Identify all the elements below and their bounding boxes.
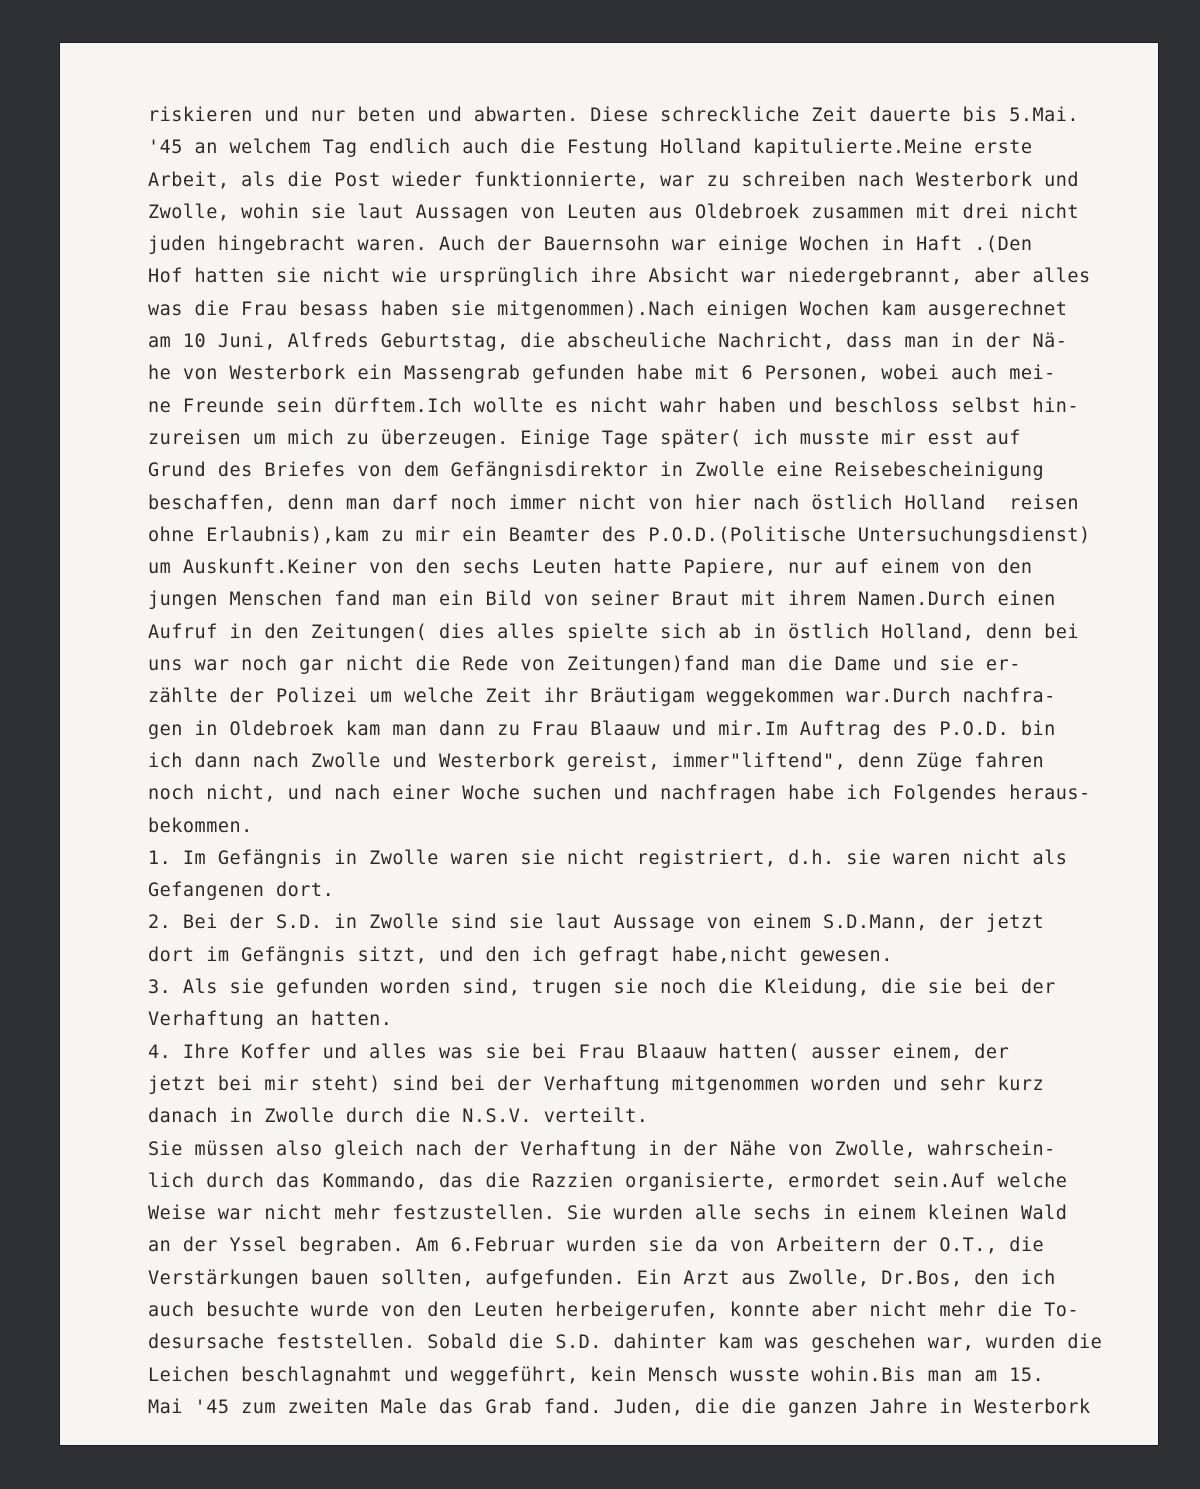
text-line: riskieren und nur beten und abwarten. Diese schreckliche Zeit dauerte bis 5.Mai. <box>148 105 1080 126</box>
text-line: desursache feststellen. Sobald die S.D. dahinter kam was geschehen war, wurden die <box>148 1332 1103 1354</box>
text-line: um Auskunft.Keiner von den sechs Leuten hatte Papiere, nur auf einem von den <box>148 557 1033 579</box>
typewritten-text <box>148 100 1102 1424</box>
text-line: '45 an welchem Tag endlich auch die Festung Holland kapitulierte.Meine erste <box>148 137 1033 159</box>
text-line: uns war noch gar nicht die Rede von Zeitungen)fand man die Dame und sie er- <box>148 654 1021 676</box>
document-page <box>60 43 1158 1445</box>
text-line: jungen Menschen fand man ein Bild von seiner Braut mit ihrem Namen.Durch einen <box>148 589 1056 611</box>
list-item-line: 1. Im Gefängnis in Zwolle waren sie nicht registriert, d.h. sie waren nicht als <box>148 847 1068 869</box>
text-line: gen in Oldebroek kam man dann zu Frau Blaauw und mir.Im Auftrag des P.O.D. bin <box>148 718 1056 740</box>
text-line: was die Frau besass haben sie mitgenommen).Nach einigen Wochen kam ausgerechnet <box>148 298 1068 320</box>
text-line: Sie müssen also gleich nach der Verhaftung in der Nähe von Zwolle, wahrschein- <box>148 1138 1056 1160</box>
text-line: danach in Zwolle durch die N.S.V. verteilt. <box>148 1106 649 1128</box>
text-line: Mai '45 zum zweiten Male das Grab fand. Juden, die die ganzen Jahre in Westerbork <box>148 1396 1091 1418</box>
text-line: beschaffen, denn man darf noch immer nicht von hier nach östlich Holland reisen <box>148 492 1080 514</box>
text-line: dort im Gefängnis sitzt, und den ich gefragt habe,nicht gewesen. <box>148 944 893 966</box>
text-line: bekommen. <box>148 815 253 837</box>
text-line: auch besuchte wurde von den Leuten herbeigerufen, konnte aber nicht mehr die To- <box>148 1299 1080 1321</box>
text-line: he von Westerbork ein Massengrab gefunden habe mit 6 Personen, wobei auch mei- <box>148 363 1056 385</box>
text-line: Aufruf in den Zeitungen( dies alles spielte sich ab in östlich Holland, denn bei <box>148 621 1080 643</box>
text-line: ich dann nach Zwolle und Westerbork gereist, immer"liftend", denn Züge fahren <box>148 750 1045 772</box>
text-line: Zwolle, wohin sie laut Aussagen von Leuten aus Oldebroek zusammen mit drei nicht <box>148 201 1080 223</box>
text-line: Arbeit, als die Post wieder funktionnierte, war zu schreiben nach Westerbork und <box>148 169 1080 191</box>
list-item-line: 3. Als sie gefunden worden sind, trugen sie noch die Kleidung, die sie bei der <box>148 977 1056 999</box>
text-line: noch nicht, und nach einer Woche suchen und nachfragen habe ich Folgendes heraus- <box>148 783 1091 805</box>
text-line: Leichen beschlagnahmt und weggeführt, kein Mensch wusste wohin.Bis man am 15. <box>148 1364 1045 1386</box>
text-line: an der Yssel begraben. Am 6.Februar wurden sie da von Arbeitern der O.T., die <box>148 1235 1045 1257</box>
text-line: zureisen um mich zu überzeugen. Einige Tage später( ich musste mir esst auf <box>148 427 1021 449</box>
text-line: am 10 Juni, Alfreds Geburtstag, die abscheuliche Nachricht, dass man in der Nä- <box>148 331 1068 353</box>
text-line: ohne Erlaubnis),kam zu mir ein Beamter des P.O.D.(Politische Untersuchungsdienst) <box>148 524 1091 546</box>
text-line: jetzt bei mir steht) sind bei der Verhaftung mitgenommen worden und sehr kurz <box>148 1073 1045 1095</box>
text-line: Weise war nicht mehr festzustellen. Sie wurden alle sechs in einem kleinen Wald <box>148 1203 1068 1225</box>
text-line: Hof hatten sie nicht wie ursprünglich ihre Absicht war niedergebrannt, aber alles <box>148 266 1091 288</box>
text-line: Verstärkungen bauen sollten, aufgefunden. Ein Arzt aus Zwolle, Dr.Bos, den ich <box>148 1267 1056 1289</box>
text-line: Grund des Briefes von dem Gefängnisdirektor in Zwolle eine Reisebescheinigung <box>148 460 1045 482</box>
text-line: ne Freunde sein dürftem.Ich wollte es nicht wahr haben und beschloss selbst hin- <box>148 395 1080 417</box>
list-item-line: 2. Bei der S.D. in Zwolle sind sie laut Aussage von einem S.D.Mann, der jetzt <box>148 912 1045 934</box>
text-line: lich durch das Kommando, das die Razzien organisierte, ermordet sein.Auf welche <box>148 1170 1068 1192</box>
text-line: Gefangenen dort. <box>148 880 335 902</box>
text-line: juden hingebracht waren. Auch der Bauernsohn war einige Wochen in Haft .(Den <box>148 234 1033 256</box>
text-line: zählte der Polizei um welche Zeit ihr Bräutigam weggekommen war.Durch nachfra- <box>148 686 1056 708</box>
text-line: Verhaftung an hatten. <box>148 1009 393 1031</box>
list-item-line: 4. Ihre Koffer und alles was sie bei Frau Blaauw hatten( ausser einem, der <box>148 1041 1010 1063</box>
